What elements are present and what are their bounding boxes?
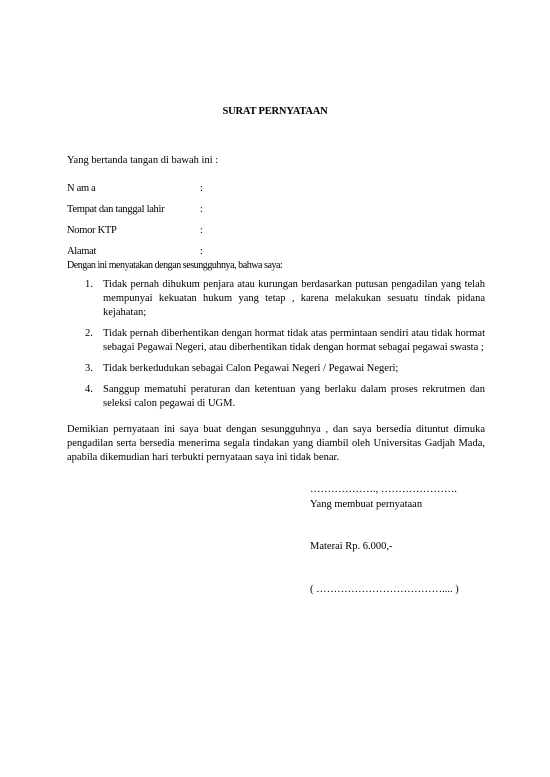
field-row-name — [67, 182, 367, 203]
list-item-text: Tidak berkedudukan sebagai Calon Pegawai Negeri / Pegawai Negeri; — [103, 363, 399, 374]
intro-text: Yang bertanda tangan di bawah ini : — [67, 155, 219, 166]
document-title: SURAT PERNYATAAN — [222, 106, 328, 117]
list-item-number: 4. — [85, 384, 93, 395]
list-item-number: 1. — [85, 279, 93, 290]
stamp-duty-label: Materai Rp. 6.000,- — [310, 541, 393, 552]
field-row-birth — [67, 203, 367, 224]
list-item-text: Tidak pernah diberhentikan dengan hormat tidak atas permintaan sendiri atau tidak hormat sebagai Pegawai Negeri, atau diberhentikan tidak dengan hormat sebagai pegawai swasta ; — [103, 328, 485, 353]
field-label-ktp: Nomor KTP — [67, 225, 117, 236]
list-item-number: 3. — [85, 363, 93, 374]
field-label-birth: Tempat dan tanggal lahir — [67, 204, 165, 215]
list-item-number: 2. — [85, 328, 93, 339]
field-row-ktp — [67, 224, 367, 245]
field-colon: : — [200, 204, 203, 215]
field-colon: : — [200, 183, 203, 194]
field-colon: : — [200, 225, 203, 236]
list-item-text: Tidak pernah dihukum penjara atau kurungan berdasarkan putusan pengadilan yang telah mempunyai kekuatan hukum yang tetap , karena melakukan sesuatu tindak pidana kejahatan; — [103, 279, 485, 318]
statement-list — [85, 278, 485, 418]
list-item — [85, 362, 485, 376]
identity-fields — [67, 182, 367, 266]
list-item — [85, 278, 485, 320]
signature-maker-label: Yang membuat pernyataan — [310, 499, 423, 510]
closing-paragraph: Demikian pernyataan ini saya buat dengan sesungguhnya , dan saya bersedia dituntut dimuka pengadilan serta bersedia menerima segala tindakan yang diambil oleh Universitas Gadjah Mada, apabila dikemudian hari terbukti pernyataan saya ini tidak benar. — [67, 424, 485, 463]
field-label-name: N am a — [67, 183, 96, 194]
list-item — [85, 383, 485, 411]
list-item — [85, 327, 485, 355]
list-item-text: Sanggup mematuhi peraturan dan ketentuan yang berlaku dalam proses rekrutmen dan seleksi calon pegawai di UGM. — [103, 384, 485, 409]
signature-place-date: ………………., …………………. — [310, 484, 457, 495]
signature-name-line: ( ……………………………….... ) — [310, 584, 459, 595]
field-colon: : — [200, 246, 203, 257]
statement-text: Dengan ini menyatakan dengan sesungguhnya, bahwa saya: — [67, 260, 283, 271]
field-label-address: Alamat — [67, 246, 97, 257]
